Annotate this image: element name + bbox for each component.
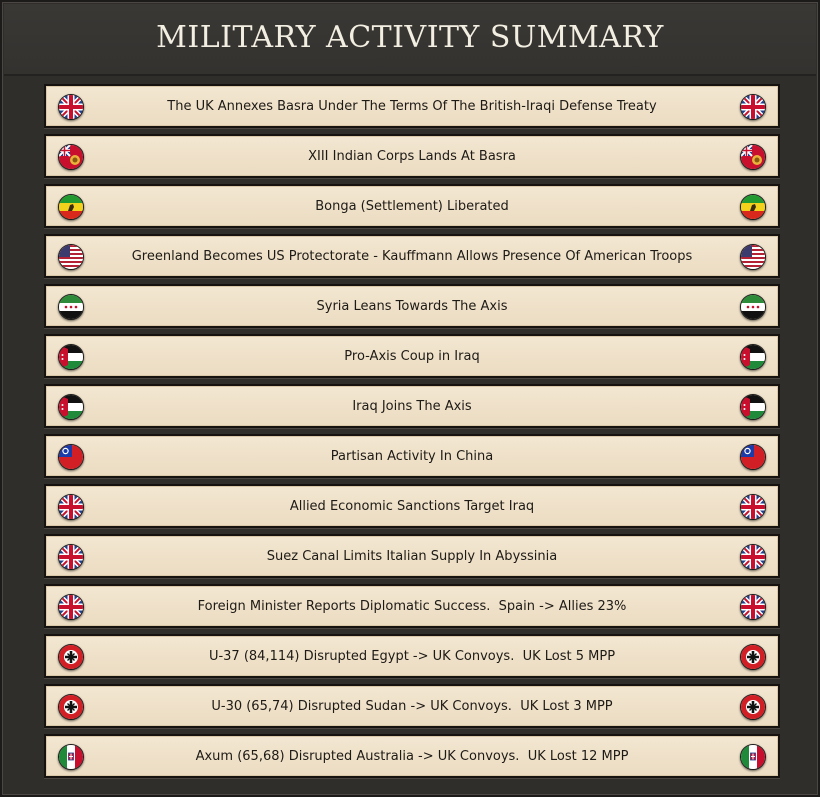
title-bar — [4, 4, 816, 76]
activity-row — [44, 684, 780, 728]
activity-text: U-37 (84,114) Disrupted Egypt -> UK Convoys. UK Lost 5 MPP — [208, 648, 616, 664]
activity-text: U-30 (65,74) Disrupted Sudan -> UK Convoys. UK Lost 3 MPP — [211, 698, 613, 714]
uk-flag-icon — [740, 494, 766, 520]
activity-row — [44, 534, 780, 578]
activity-text: Partisan Activity In China — [330, 448, 494, 464]
activity-row — [44, 734, 780, 778]
syria-flag-icon — [58, 294, 84, 320]
usa-flag-icon — [740, 244, 766, 270]
activity-row — [44, 434, 780, 478]
activity-text: Greenland Becomes US Protectorate - Kauffmann Allows Presence Of American Troops — [131, 248, 693, 264]
activity-text: Bonga (Settlement) Liberated — [315, 198, 509, 214]
germany-flag-icon — [58, 644, 84, 670]
activity-row — [44, 234, 780, 278]
iraq-flag-icon — [58, 394, 84, 420]
activity-text: Pro-Axis Coup in Iraq — [344, 348, 480, 364]
ethiopia-flag-icon — [740, 194, 766, 220]
uk-flag-icon — [58, 94, 84, 120]
germany-flag-icon — [740, 694, 766, 720]
activity-list — [44, 84, 780, 784]
usa-flag-icon — [58, 244, 84, 270]
activity-row — [44, 384, 780, 428]
iraq-flag-icon — [740, 394, 766, 420]
uk-flag-icon — [740, 594, 766, 620]
uk-flag-icon — [740, 544, 766, 570]
italy-flag-icon — [58, 744, 84, 770]
activity-text: XIII Indian Corps Lands At Basra — [308, 148, 516, 164]
activity-row — [44, 584, 780, 628]
italy-flag-icon — [740, 744, 766, 770]
iraq-flag-icon — [740, 344, 766, 370]
activity-text: Foreign Minister Reports Diplomatic Success. Spain -> Allies 23% — [197, 598, 627, 614]
window-title: MILITARY ACTIVITY SUMMARY — [156, 19, 664, 55]
india-flag-icon — [740, 144, 766, 170]
activity-text: Iraq Joins The Axis — [352, 398, 472, 414]
activity-text: Syria Leans Towards The Axis — [316, 298, 508, 314]
activity-row — [44, 634, 780, 678]
activity-text: Allied Economic Sanctions Target Iraq — [289, 498, 535, 514]
activity-row — [44, 184, 780, 228]
iraq-flag-icon — [58, 344, 84, 370]
germany-flag-icon — [740, 644, 766, 670]
uk-flag-icon — [740, 94, 766, 120]
ethiopia-flag-icon — [58, 194, 84, 220]
activity-text: Axum (65,68) Disrupted Australia -> UK Convoys. UK Lost 12 MPP — [195, 748, 629, 764]
activity-row — [44, 284, 780, 328]
uk-flag-icon — [58, 494, 84, 520]
uk-flag-icon — [58, 544, 84, 570]
activity-text: Suez Canal Limits Italian Supply In Abyssinia — [266, 548, 558, 564]
activity-row — [44, 84, 780, 128]
china-flag-icon — [58, 444, 84, 470]
uk-flag-icon — [58, 594, 84, 620]
activity-text: The UK Annexes Basra Under The Terms Of The British-Iraqi Defense Treaty — [167, 98, 657, 114]
activity-row — [44, 484, 780, 528]
syria-flag-icon — [740, 294, 766, 320]
germany-flag-icon — [58, 694, 84, 720]
activity-row — [44, 134, 780, 178]
china-flag-icon — [740, 444, 766, 470]
activity-row — [44, 334, 780, 378]
india-flag-icon — [58, 144, 84, 170]
